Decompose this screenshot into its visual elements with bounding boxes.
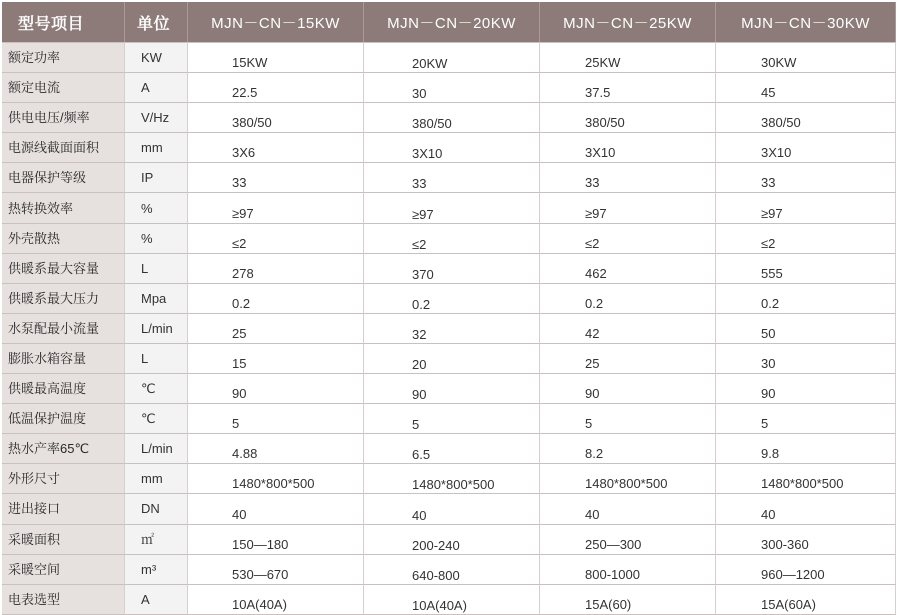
value-30kw: 5: [716, 404, 896, 434]
value-30kw: 40: [716, 494, 896, 524]
value-25kw: 33: [540, 163, 716, 193]
row-unit: IP: [125, 163, 188, 193]
value-20kw: 20KW: [364, 42, 540, 73]
value-30kw: ≤2: [716, 224, 896, 254]
value-20kw: ≤2: [364, 224, 540, 254]
value-25kw: 5: [540, 404, 716, 434]
value-30kw: 0.2: [716, 284, 896, 314]
value-30kw: 555: [716, 254, 896, 284]
row-unit: DN: [125, 494, 188, 524]
value-25kw: 8.2: [540, 434, 716, 464]
value-15kw: 5: [188, 404, 364, 434]
row-item: 电表选型: [2, 585, 125, 615]
value-15kw: 380/50: [188, 103, 364, 133]
table-row: [2, 133, 896, 163]
value-30kw: 960—1200: [716, 555, 896, 585]
header-row: [2, 2, 896, 42]
row-item: 供暖最高温度: [2, 374, 125, 404]
table-row: [2, 404, 896, 434]
table-row: [2, 73, 896, 103]
table-row: [2, 193, 896, 223]
row-unit: %: [125, 224, 188, 254]
value-25kw: ≤2: [540, 224, 716, 254]
row-item: 供电电压/频率: [2, 103, 125, 133]
value-15kw: 4.88: [188, 434, 364, 464]
value-20kw: 200-240: [364, 525, 540, 555]
table-row: [2, 464, 896, 494]
table-row: [2, 42, 896, 73]
value-30kw: 50: [716, 314, 896, 344]
row-unit: mm: [125, 133, 188, 163]
value-25kw: 800-1000: [540, 555, 716, 585]
header-unit: 单位: [125, 2, 188, 42]
row-item: 外壳散热: [2, 224, 125, 254]
value-15kw: ≥97: [188, 193, 364, 223]
value-15kw: ≤2: [188, 224, 364, 254]
value-20kw: 6.5: [364, 434, 540, 464]
row-unit: L: [125, 344, 188, 374]
row-item: 进出接口: [2, 494, 125, 524]
value-25kw: 462: [540, 254, 716, 284]
table-row: [2, 344, 896, 374]
row-item: 热转换效率: [2, 193, 125, 223]
row-item: 采暖空间: [2, 555, 125, 585]
header-model-20kw: MJN－CN－20KW: [364, 2, 540, 42]
header-model-30kw: MJN－CN－30KW: [716, 2, 896, 42]
table-row: [2, 163, 896, 193]
value-20kw: 90: [364, 374, 540, 404]
spec-table: [2, 2, 896, 615]
value-25kw: 380/50: [540, 103, 716, 133]
value-25kw: 40: [540, 494, 716, 524]
row-item: 采暖面积: [2, 525, 125, 555]
value-15kw: 15KW: [188, 42, 364, 73]
row-item: 供暖系最大压力: [2, 284, 125, 314]
value-20kw: ≥97: [364, 193, 540, 223]
value-20kw: 640-800: [364, 555, 540, 585]
row-item: 水泵配最小流量: [2, 314, 125, 344]
value-15kw: 25: [188, 314, 364, 344]
table-row: [2, 224, 896, 254]
value-15kw: 150—180: [188, 525, 364, 555]
value-25kw: 25KW: [540, 42, 716, 73]
value-25kw: 15A(60): [540, 585, 716, 615]
row-unit: %: [125, 193, 188, 223]
value-15kw: 0.2: [188, 284, 364, 314]
value-30kw: 45: [716, 73, 896, 103]
row-item: 电源线截面面积: [2, 133, 125, 163]
value-20kw: 370: [364, 254, 540, 284]
value-30kw: 15A(60A): [716, 585, 896, 615]
row-item: 额定功率: [2, 42, 125, 73]
row-unit: A: [125, 73, 188, 103]
row-item: 低温保护温度: [2, 404, 125, 434]
value-30kw: ≥97: [716, 193, 896, 223]
row-unit: L: [125, 254, 188, 284]
row-unit: Mpa: [125, 284, 188, 314]
value-25kw: 250—300: [540, 525, 716, 555]
value-15kw: 530—670: [188, 555, 364, 585]
row-unit: mm: [125, 464, 188, 494]
table-row: [2, 434, 896, 464]
table-row: [2, 254, 896, 284]
row-unit: ℃: [125, 374, 188, 404]
table-row: [2, 314, 896, 344]
value-30kw: 33: [716, 163, 896, 193]
spec-table-container: [2, 2, 896, 615]
value-30kw: 90: [716, 374, 896, 404]
row-unit: ㎡: [125, 525, 188, 555]
value-25kw: 25: [540, 344, 716, 374]
value-30kw: 30KW: [716, 42, 896, 73]
spec-table-body: [2, 42, 896, 615]
value-25kw: ≥97: [540, 193, 716, 223]
value-20kw: 30: [364, 73, 540, 103]
row-unit: ℃: [125, 404, 188, 434]
value-30kw: 30: [716, 344, 896, 374]
row-item: 外形尺寸: [2, 464, 125, 494]
table-row: [2, 103, 896, 133]
table-row: [2, 555, 896, 585]
value-20kw: 10A(40A): [364, 585, 540, 615]
value-20kw: 0.2: [364, 284, 540, 314]
row-item: 电器保护等级: [2, 163, 125, 193]
row-unit: V/Hz: [125, 103, 188, 133]
value-15kw: 40: [188, 494, 364, 524]
value-20kw: 33: [364, 163, 540, 193]
value-20kw: 5: [364, 404, 540, 434]
value-20kw: 1480*800*500: [364, 464, 540, 494]
table-row: [2, 494, 896, 524]
value-15kw: 15: [188, 344, 364, 374]
row-unit: L/min: [125, 314, 188, 344]
table-row: [2, 374, 896, 404]
table-row: [2, 585, 896, 615]
value-25kw: 42: [540, 314, 716, 344]
value-15kw: 33: [188, 163, 364, 193]
header-item: 型号项目: [2, 2, 125, 42]
value-15kw: 22.5: [188, 73, 364, 103]
value-15kw: 3X6: [188, 133, 364, 163]
value-25kw: 1480*800*500: [540, 464, 716, 494]
header-model-25kw: MJN－CN－25KW: [540, 2, 716, 42]
value-30kw: 300-360: [716, 525, 896, 555]
row-item: 供暖系最大容量: [2, 254, 125, 284]
value-25kw: 90: [540, 374, 716, 404]
row-unit: L/min: [125, 434, 188, 464]
value-15kw: 278: [188, 254, 364, 284]
value-25kw: 0.2: [540, 284, 716, 314]
value-20kw: 40: [364, 494, 540, 524]
value-25kw: 37.5: [540, 73, 716, 103]
header-model-15kw: MJN－CN－15KW: [188, 2, 364, 42]
value-15kw: 10A(40A): [188, 585, 364, 615]
table-row: [2, 284, 896, 314]
value-20kw: 32: [364, 314, 540, 344]
row-unit: KW: [125, 42, 188, 73]
value-20kw: 3X10: [364, 133, 540, 163]
value-30kw: 1480*800*500: [716, 464, 896, 494]
value-30kw: 380/50: [716, 103, 896, 133]
row-unit: m³: [125, 555, 188, 585]
row-item: 热水产率65℃: [2, 434, 125, 464]
value-25kw: 3X10: [540, 133, 716, 163]
row-unit: A: [125, 585, 188, 615]
value-30kw: 3X10: [716, 133, 896, 163]
row-item: 额定电流: [2, 73, 125, 103]
value-15kw: 1480*800*500: [188, 464, 364, 494]
value-20kw: 380/50: [364, 103, 540, 133]
value-30kw: 9.8: [716, 434, 896, 464]
table-row: [2, 525, 896, 555]
value-20kw: 20: [364, 344, 540, 374]
value-15kw: 90: [188, 374, 364, 404]
row-item: 膨胀水箱容量: [2, 344, 125, 374]
